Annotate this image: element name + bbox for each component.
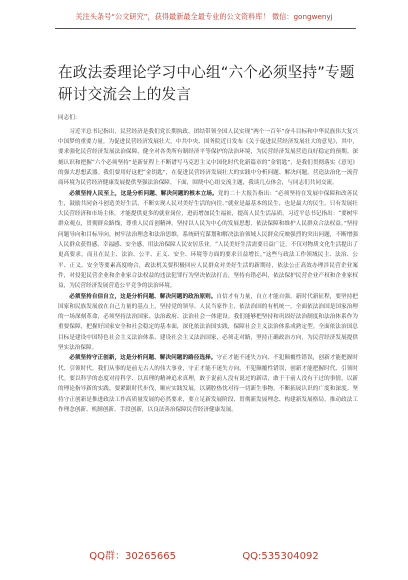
paragraph-lead: 必须坚持自信自立，这是分析问题、解决问题的政治原则。 — [69, 293, 217, 300]
paragraph-lead: 必须坚持人民至上，这是分析问题、解决问题的根本立场。 — [69, 190, 218, 197]
document-title: 在政法委理论学习中心组“六个必须坚持”专题研讨交流会上的发言 — [58, 64, 355, 103]
paragraph — [58, 189, 358, 292]
footer-contact — [0, 550, 408, 564]
paragraph-text: 自信才有力量，自立才能自强。新时代新征程，要坚持把国家和民族发展放在自己力量的基点上，坚持党的领导、人民当家作主、依法治国的有机统一，全面依法治国是国家治理的一场深刻革命，必须坚持法治国家、法治政府、法治社会一体建设。我们能够把坚持和巩固好法治制度和法治体系作为重要保障，把握好国家安全和社会稳定的基本面，深化依法治国实践，保障社会主义法治体系成熟定型。全面依法治国总目标是建设中国特色社会主义法治体系、建设社会主义法治国家，必须走对路，坚持正确政治方向，为民营经济发展提供坚实法治保障。 — [58, 293, 358, 352]
footer-qq: QQ:535304092 — [242, 551, 319, 562]
paragraph-text: 党的二十大报告指出：“必须坚持在发展中保障和改善民生，鼓励共同奋斗创造美好生活，不断实现人民对美好生活的向往。”就业是最基本的民生，也是最大的民生，只有发展壮大民营经济和市场主体，才能提供更多的就业岗位，进而增加民生福祉，提高人民生活品质。习近平总书记指出：“要树牢群众观点，贯彻群众路线，尊重人民首创精神，坚持以人民为中心的发展思想，依法保障和维护人民群众合法权益。”坚持问题导向和目标导向，树牢法治理念和法治思维，系统研究谋划和解决法治领域人民群众反映强烈的突出问题，不断增强人民群众获得感、幸福感、安全感。用法治保障人民安居乐业。“人民美好生活需要日益广泛，不仅对物质文化生活提出了更高要求，而且在民主、法治、公平、正义、安全、环境等方面的要求日益增长。”这些与政法工作领域民主、法治、公平、正义、安全等要素高度吻合，政法机关要积极回应人民群众对美好生活的新期待，依法公正高效办理涉民营企业案件，对侵犯民营企业和企业家合法权益的违法犯罪行为坚决依法打击，坚持有错必纠，依法保护民营企业产权和企业家权益，为民营经济发展营造公平竞争的法治环境。 — [58, 190, 358, 290]
promo-banner-text: 关注头条号“公文研究”，获得最新最全最专业的公文资料库！ 微信：gongwenyj — [75, 12, 333, 21]
promo-banner[interactable] — [0, 12, 408, 22]
salutation: 同志们： — [58, 115, 81, 121]
paragraph — [58, 292, 358, 354]
paragraph-text: 守正才能不迷失方向、不犯颠覆性错误，创新才能把握时代、引领时代。我们从事的是前无古人的伟大事业，守正才能不迷失方向、不犯颠覆性错误，创新才能把握时代、引领时代。要以科学的态度对待科学、以真理的精神追求真理，敢于说前人没有说过的新话，敢于干前人没有干过的事情，以新的理论指导新的实践。要紧跟时代步伐，顺应实践发展，以满腔热忱对待一切新生事物，不断拓展认识的广度和深度。坚持守正创新是推进政法工作高质量发展的必然要求，要立足新发展阶段、贯彻新发展理念、构建新发展格局，推动政法工作理念创新、机制创新、手段创新，以良法善治保障民营经济健康发展。 — [58, 355, 358, 413]
header-divider — [55, 28, 356, 29]
document-body — [58, 113, 358, 415]
paragraph — [58, 127, 358, 189]
footer-qq-group: QQ群：30265665 — [89, 551, 176, 562]
paragraph-lead: 必须坚持守正创新，这是分析问题、解决问题的路径选择。 — [69, 355, 217, 362]
paragraph-text: 习近平总书记指出，民营经济是我们党长期执政、团结带领全国人民实现“两个一百年”奋斗目标和中华民族伟大复兴中国梦的重要力量。为促进民营经济发展壮大，中共中央、国务院近日发布《关于促进民营经济发展壮大的意见》，其中，要求强化民营经济发展法治保障，健全对各类所有制经济平等保护的法治环境，为民营经济发展营造良好稳定的预期。深刻认识和把握“六个必须坚持”是新征程上不断谱写马克思主义中国化时代化新篇章的“金钥匙”，是我们贯彻落实《意见》的强大思想武器。我们要用好这把“金钥匙”，在促进民营经济发展壮大的实践中分析问题、解决问题，营造法治化一流营商环境为民营经济健康发展提供坚强法治保障。下面，围绕中心组交流主题，我谈几点体会，与同志们共同交流。 — [58, 128, 358, 187]
paragraph — [58, 353, 358, 415]
